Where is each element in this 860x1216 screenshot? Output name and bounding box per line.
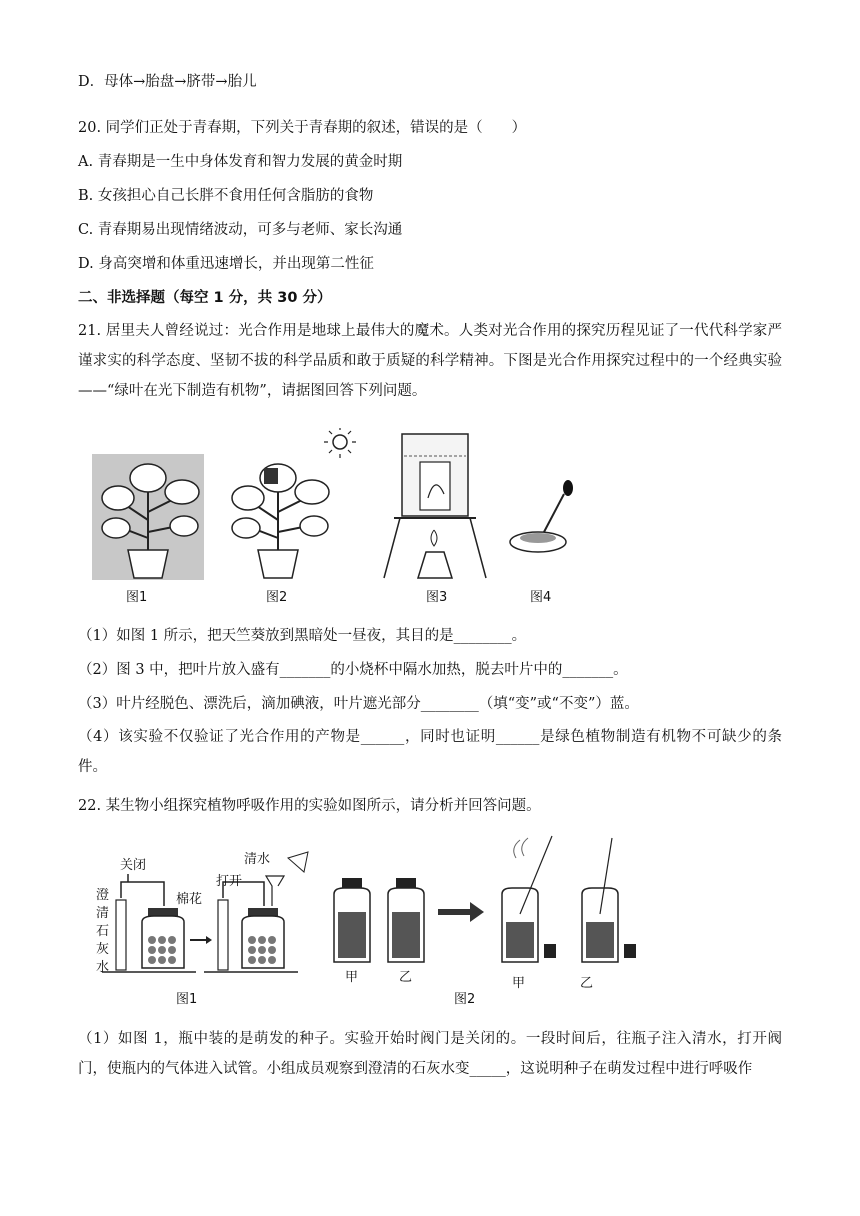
- q21-sub4: （4）该实验不仅验证了光合作用的产物是______，同时也证明______是绿色植物制造有机物不可缺少的条件。: [78, 729, 782, 775]
- label-open: 打开: [216, 874, 243, 889]
- q22-fig1-caption: 图1: [176, 992, 198, 1007]
- q20-stem: 20. 同学们正处于青春期，下列关于青春期的叙述，错误的是（ ）: [78, 120, 527, 136]
- q21-figure-drawing: [88, 428, 588, 606]
- q21-sub3: （3）叶片经脱色、漂洗后，滴加碘液，叶片遮光部分________（填“变”或“不变”）蓝。: [78, 696, 639, 712]
- q20-option-a: A. 青春期是一生中身体发育和智力发展的黄金时期: [78, 154, 403, 170]
- q20-option-c: C. 青春期易出现情绪波动，可多与老师、家长沟通: [78, 222, 403, 238]
- label-limewater-3: 石: [96, 924, 110, 939]
- label-jia-before: 甲: [345, 970, 359, 985]
- q21-figure: [88, 428, 588, 606]
- q22-stem: 22. 某生物小组探究植物呼吸作用的实验如图所示，请分析并回答问题。: [78, 798, 541, 814]
- label-yi-before: 乙: [399, 970, 413, 985]
- fig3-caption: 图3: [426, 590, 448, 605]
- label-limewater-4: 灰: [96, 942, 110, 957]
- label-limewater-5: 水: [96, 960, 110, 975]
- fig4-caption: 图4: [530, 590, 552, 605]
- fig2-jars-after: [502, 836, 636, 962]
- label-limewater-2: 清: [96, 906, 110, 921]
- q22-sub1: （1）如图 1，瓶中装的是萌发的种子。实验开始时阀门是关闭的。一段时间后，往瓶子注入清水，打开阀门，使瓶内的气体进入试管。小组成员观察到澄清的石灰水变_____，这说明种子在萌发过程中进行呼吸作: [78, 1031, 782, 1077]
- q22-fig2-caption: 图2: [454, 992, 476, 1007]
- section-title: 二、非选择题（每空 1 分，共 30 分）: [78, 290, 332, 306]
- label-jia-after: 甲: [512, 976, 526, 991]
- label-limewater-1: 澄: [96, 888, 110, 903]
- fig2-jars-before: [334, 878, 424, 962]
- q22-figure: [92, 828, 672, 1012]
- label-yi-after: 乙: [580, 976, 594, 991]
- q19-option-d: D．母体→胎盘→脐带→胎儿: [78, 74, 257, 90]
- q21-sub2: （2）图 3 中，把叶片放入盛有_______的小烧杯中隔水加热，脱去叶片中的_______。: [78, 662, 628, 678]
- q21-sub1: （1）如图 1 所示，把天竺葵放到黑暗处一昼夜，其目的是________。: [78, 628, 527, 644]
- label-water: 清水: [244, 852, 271, 867]
- q21-stem: 21. 居里夫人曾经说过：光合作用是地球上最伟大的魔术。人类对光合作用的探究历程见证了一代代科学家严谨求实的科学态度、坚韧不拔的科学品质和敢于质疑的科学精神。下图是光合作用探究过程中的一个经典实验——“绿叶在光下制造有机物”，请据图回答下列问题。: [78, 323, 782, 399]
- q20-option-d: D. 身高突增和体重迅速增长，并出现第二性征: [78, 256, 374, 272]
- fig1-plant-dark: [92, 454, 204, 580]
- q20-option-b: B. 女孩担心自己长胖不食用任何含脂肪的食物: [78, 188, 374, 204]
- label-closed: 关闭: [120, 858, 147, 873]
- fig4-iodine-dish: [510, 480, 573, 552]
- fig3-water-bath: [384, 434, 486, 578]
- fig2-caption: 图2: [266, 590, 288, 605]
- fig2-plant-sun: [232, 428, 356, 578]
- fig1-caption: 图1: [126, 590, 148, 605]
- label-cotton: 棉花: [176, 892, 203, 907]
